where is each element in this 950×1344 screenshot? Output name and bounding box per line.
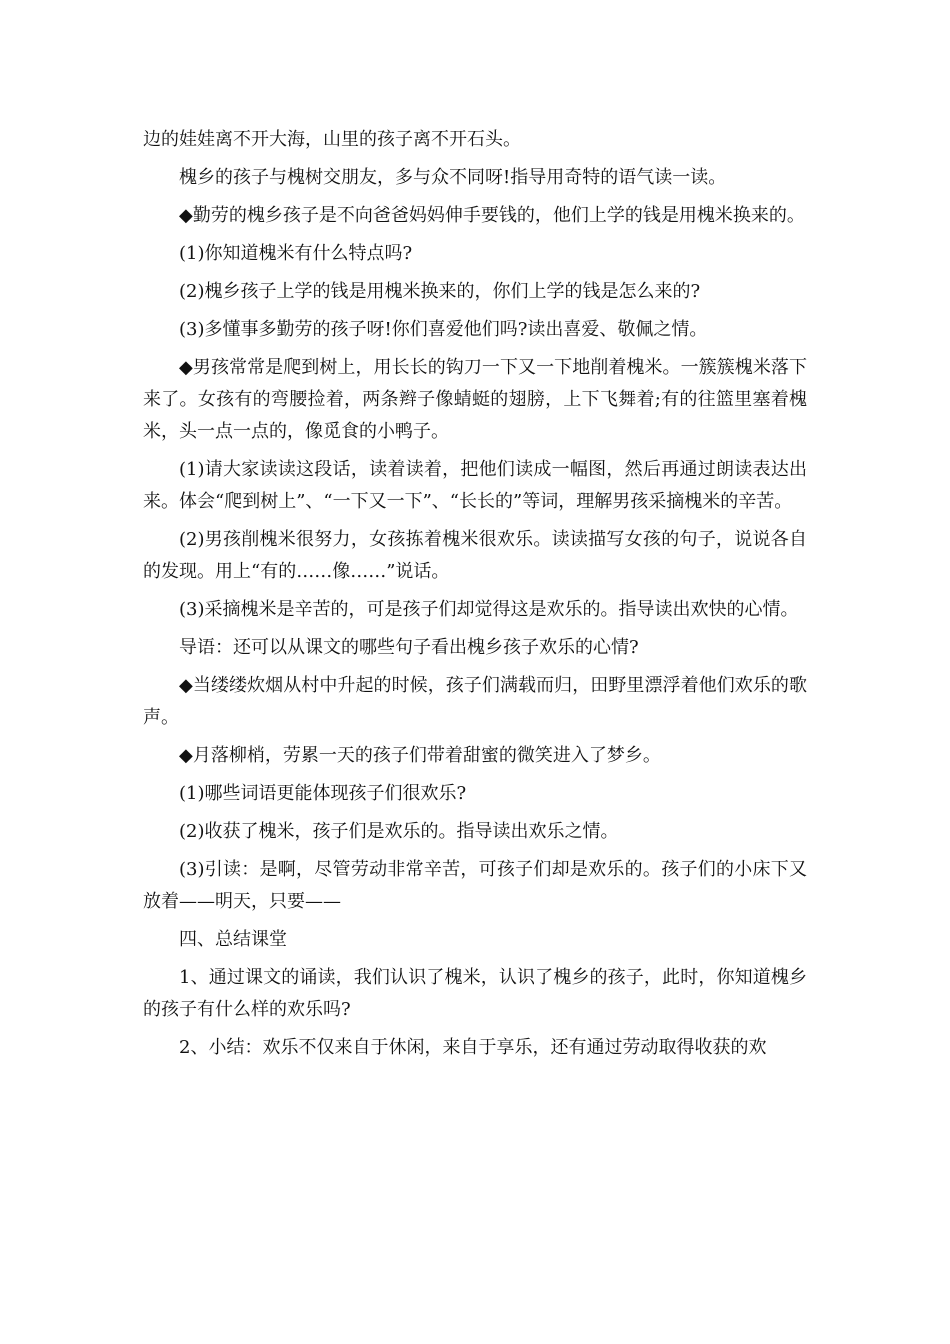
paragraph-bullet: ◆男孩常常是爬到树上，用长长的钩刀一下又一下地削着槐米。一簇簇槐米落下来了。女孩有的弯腰捡着，两条辫子像蜻蜓的翅膀，上下飞舞着;有的往篮里塞着槐米，头一点一点的，像觅食的小鸭子。: [143, 357, 807, 442]
paragraph-numbered: (2)槐乡孩子上学的钱是用槐米换来的，你们上学的钱是怎么来的?: [179, 281, 701, 302]
paragraph-numbered: (3)引读：是啊，尽管劳动非常辛苦，可孩子们却是欢乐的。孩子们的小床下又放着——明天，只要——: [143, 859, 807, 912]
section-heading: 四、总结课堂: [179, 929, 287, 950]
document-body: [143, 124, 807, 1070]
paragraph: 槐乡的孩子与槐树交朋友，多与众不同呀!指导用奇特的语气读一读。: [179, 167, 727, 188]
paragraph-bullet: ◆月落柳梢，劳累一天的孩子们带着甜蜜的微笑进入了梦乡。: [179, 745, 661, 766]
paragraph-bullet: ◆勤劳的槐乡孩子是不向爸爸妈妈伸手要钱的，他们上学的钱是用槐米换来的。: [179, 205, 805, 226]
paragraph-numbered: (1)你知道槐米有什么特点吗?: [179, 243, 413, 264]
paragraph-numbered: (1)哪些词语更能体现孩子们很欢乐?: [179, 783, 467, 804]
paragraph-numbered: (2)男孩削槐米很努力，女孩拣着槐米很欢乐。读读描写女孩的句子，说说各自的发现。用上“有的……像……”说话。: [143, 529, 807, 582]
paragraph-numbered: (2)收获了槐米，孩子们是欢乐的。指导读出欢乐之情。: [179, 821, 619, 842]
paragraph: 导语：还可以从课文的哪些句子看出槐乡孩子欢乐的心情?: [179, 637, 639, 658]
paragraph-numbered: 1、通过课文的诵读，我们认识了槐米，认识了槐乡的孩子，此时，你知道槐乡的孩子有什么样的欢乐吗?: [143, 967, 807, 1020]
paragraph-numbered: (3)采摘槐米是辛苦的，可是孩子们却觉得这是欢乐的。指导读出欢快的心情。: [179, 599, 799, 620]
paragraph-numbered: 2、小结：欢乐不仅来自于休闲，来自于享乐，还有通过劳动取得收获的欢: [179, 1037, 767, 1058]
paragraph-bullet: ◆当缕缕炊烟从村中升起的时候，孩子们满载而归，田野里漂浮着他们欢乐的歌声。: [143, 675, 807, 728]
paragraph-numbered: (3)多懂事多勤劳的孩子呀!你们喜爱他们吗?读出喜爱、敬佩之情。: [179, 319, 708, 340]
paragraph-continuation: 边的娃娃离不开大海，山里的孩子离不开石头。: [143, 129, 521, 150]
paragraph-numbered: (1)请大家读读这段话，读着读着，把他们读成一幅图，然后再通过朗读表达出来。体会“爬到树上”、“一下又一下”、“长长的”等词，理解男孩采摘槐米的辛苦。: [143, 459, 807, 512]
